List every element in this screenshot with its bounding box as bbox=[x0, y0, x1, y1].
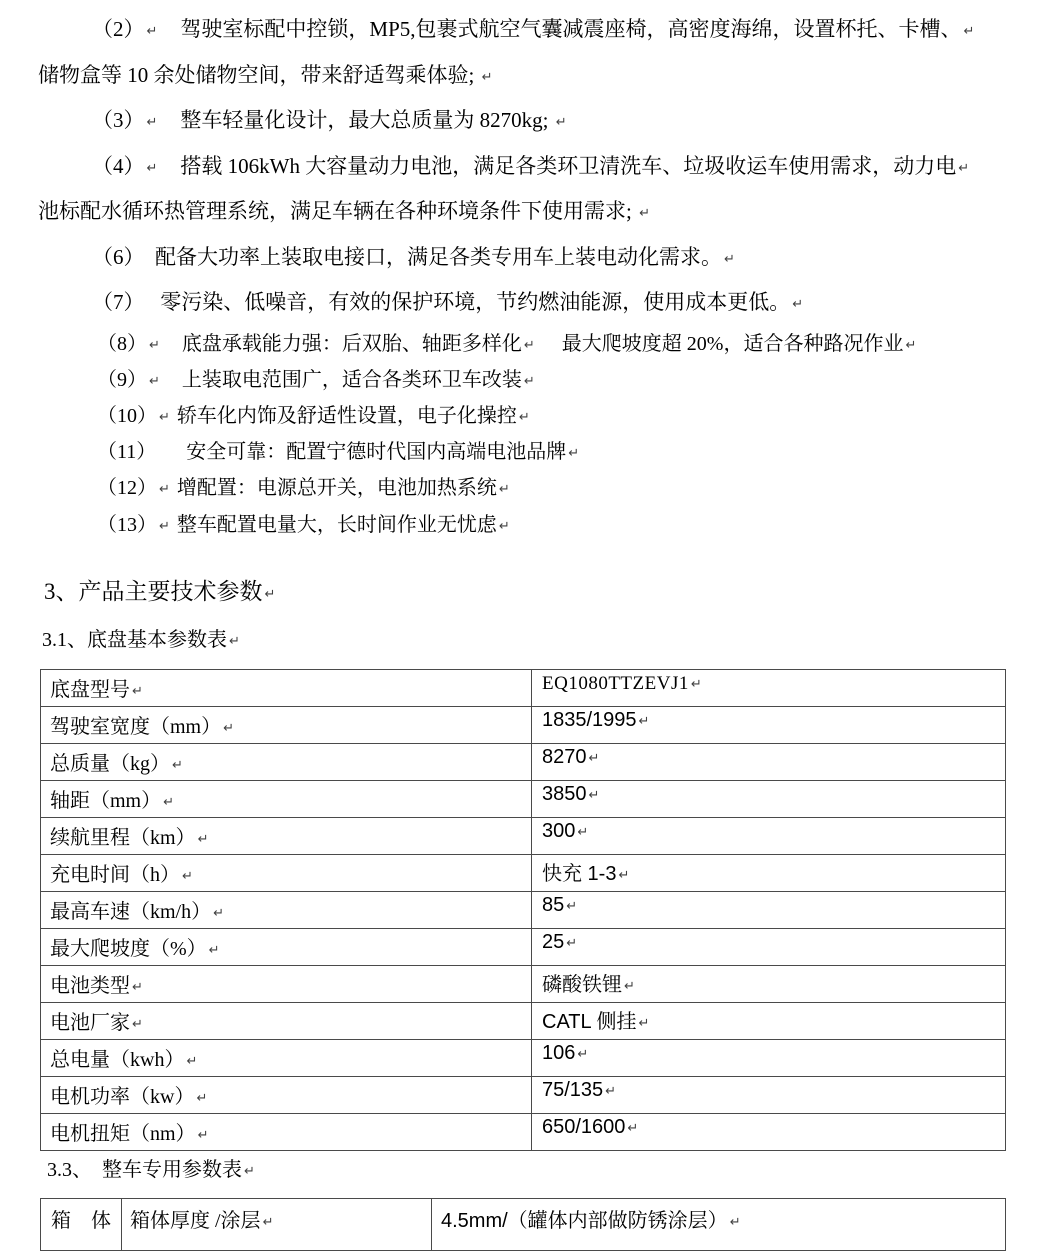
param-label-cell bbox=[41, 928, 532, 965]
param-label-cell bbox=[41, 706, 532, 743]
item-text: 安全可靠：配置宁德时代国内高端电池品牌 bbox=[146, 441, 567, 464]
param-label: 总质量（kg） bbox=[50, 753, 170, 776]
table-row bbox=[41, 1113, 1006, 1150]
line-break-mark-icon: ↵ bbox=[498, 518, 510, 534]
list-item-2 bbox=[38, 8, 1014, 54]
line-break-mark-icon: ↵ bbox=[146, 115, 158, 130]
param-value-cell bbox=[532, 743, 1006, 780]
item-text: 零污染、低噪音，有效的保护环境，节约燃油能源，使用成本更低。 bbox=[134, 290, 791, 314]
line-break-mark-icon: ↵ bbox=[523, 373, 535, 389]
table-row bbox=[41, 743, 1006, 780]
param-value-cell bbox=[532, 706, 1006, 743]
param-label-cell bbox=[41, 965, 532, 1002]
table-row bbox=[41, 780, 1006, 817]
param-label-cell bbox=[41, 817, 532, 854]
line-break-mark-icon: ↵ bbox=[172, 758, 183, 774]
item-text: 池标配水循环热管理系统，满足车辆在各种环境条件下使用需求; bbox=[38, 199, 638, 223]
table-row bbox=[41, 817, 1006, 854]
list-item-12 bbox=[38, 471, 1014, 507]
line-break-mark-icon: ↵ bbox=[132, 980, 143, 996]
item-number: （9） bbox=[97, 368, 147, 391]
line-break-mark-icon: ↵ bbox=[149, 337, 160, 353]
param-label: 箱体厚度 /涂层 bbox=[130, 1209, 261, 1232]
line-break-mark-icon: ↵ bbox=[729, 1214, 741, 1230]
param-label: 电池类型 bbox=[50, 975, 130, 998]
item-number: （10） bbox=[97, 404, 157, 427]
line-break-mark-icon: ↵ bbox=[244, 1163, 255, 1179]
param-label-cell bbox=[41, 780, 532, 817]
line-break-mark-icon: ↵ bbox=[624, 978, 635, 994]
category-cell bbox=[41, 1198, 122, 1250]
list-item-2-continuation bbox=[38, 54, 1014, 100]
item-text: 储物盒等 10 余处储物空间，带来舒适驾乘体验; bbox=[38, 62, 480, 87]
line-break-mark-icon: ↵ bbox=[159, 518, 170, 534]
line-break-mark-icon: ↵ bbox=[197, 1128, 209, 1144]
param-label: 最高车速（km/h） bbox=[50, 901, 212, 924]
line-break-mark-icon: ↵ bbox=[905, 337, 917, 353]
line-break-mark-icon: ↵ bbox=[577, 1046, 589, 1062]
line-break-mark-icon: ↵ bbox=[958, 160, 970, 176]
line-break-mark-icon: ↵ bbox=[566, 935, 578, 951]
line-break-mark-icon: ↵ bbox=[792, 297, 804, 312]
param-value-cell bbox=[432, 1198, 1006, 1250]
param-value: 1835/1995 bbox=[542, 708, 637, 731]
table-row bbox=[41, 928, 1006, 965]
subsection-heading-33 bbox=[47, 1155, 1014, 1187]
param-label-cell bbox=[41, 1076, 532, 1113]
param-value: 磷酸铁锂 bbox=[542, 973, 622, 996]
item-text: 整车配置电量大，长时间作业无忧虑 bbox=[171, 513, 497, 536]
chassis-params-table bbox=[40, 669, 1006, 1151]
item-text: 上装取电范围广，适合各类环卫车改装 bbox=[161, 368, 522, 391]
table-row bbox=[41, 1039, 1006, 1076]
line-break-mark-icon: ↵ bbox=[132, 684, 143, 700]
param-value-cell bbox=[532, 928, 1006, 965]
section-heading-text: 3、产品主要技术参数 bbox=[44, 578, 263, 604]
line-break-mark-icon: ↵ bbox=[223, 721, 235, 737]
param-label: 轴距（mm） bbox=[50, 790, 162, 813]
param-value-cell bbox=[532, 1076, 1006, 1113]
param-value: 75/135 bbox=[542, 1078, 604, 1101]
line-break-mark-icon: ↵ bbox=[588, 750, 600, 766]
line-break-mark-icon: ↵ bbox=[186, 1054, 198, 1070]
item-text: 配备大功率上装取电接口，满足各类专用车上装电动化需求。 bbox=[134, 244, 722, 269]
param-value: 3850 bbox=[542, 782, 587, 805]
item-text: 整车轻量化设计，最大总质量为 8270kg; bbox=[159, 108, 554, 132]
param-value: 650/1600 bbox=[542, 1115, 626, 1138]
line-break-mark-icon: ↵ bbox=[197, 832, 209, 848]
table-row bbox=[41, 891, 1006, 928]
item-text: 轿车化内饰及舒适性设置，电子化操控 bbox=[171, 404, 517, 427]
param-label: 续航里程（km） bbox=[50, 827, 196, 850]
line-break-mark-icon: ↵ bbox=[146, 24, 158, 39]
line-break-mark-icon: ↵ bbox=[577, 824, 589, 840]
item-number: （8） bbox=[97, 332, 147, 355]
item-text: 驾驶室标配中控锁，MP5,包裹式航空气囊减震座椅，高密度海绵，设置杯托、卡槽、 bbox=[159, 17, 962, 41]
param-label: 电池厂家 bbox=[50, 1012, 130, 1035]
param-value: 8270 bbox=[542, 745, 587, 768]
param-value-cell bbox=[532, 965, 1006, 1002]
item-text: 增配置：电源总开关，电池加热系统 bbox=[171, 477, 497, 500]
line-break-mark-icon: ↵ bbox=[213, 906, 225, 922]
param-value-cell bbox=[532, 854, 1006, 891]
param-value-cell bbox=[532, 817, 1006, 854]
table-row bbox=[41, 1002, 1006, 1039]
param-value: 85 bbox=[542, 893, 565, 916]
subsection-heading-31 bbox=[42, 625, 1014, 657]
item-number: （4） bbox=[92, 153, 145, 178]
item-number: （6） bbox=[92, 244, 134, 269]
line-break-mark-icon: ↵ bbox=[690, 676, 702, 692]
param-value-cell bbox=[532, 1113, 1006, 1150]
param-value-cell bbox=[532, 1039, 1006, 1076]
param-label-cell bbox=[41, 669, 532, 706]
line-break-mark-icon: ↵ bbox=[639, 206, 650, 221]
item-number: （3） bbox=[92, 108, 145, 132]
list-item-8 bbox=[38, 327, 1014, 363]
line-break-mark-icon: ↵ bbox=[588, 787, 600, 803]
list-item-3 bbox=[38, 99, 1014, 145]
param-label: 底盘型号 bbox=[50, 679, 130, 702]
param-value: 4.5mm/（罐体内部做防锈涂层） bbox=[441, 1209, 728, 1232]
list-item-6 bbox=[38, 236, 1014, 282]
line-break-mark-icon: ↵ bbox=[618, 867, 630, 883]
list-item-4-continuation bbox=[38, 190, 1014, 236]
param-value: CATL 侧挂 bbox=[542, 1010, 637, 1033]
line-break-mark-icon: ↵ bbox=[163, 795, 175, 811]
table-row bbox=[41, 1198, 1006, 1250]
line-break-mark-icon: ↵ bbox=[159, 409, 170, 425]
list-item-11 bbox=[38, 435, 1014, 471]
param-label-cell bbox=[41, 743, 532, 780]
line-break-mark-icon: ↵ bbox=[149, 373, 160, 389]
line-break-mark-icon: ↵ bbox=[523, 337, 535, 353]
line-break-mark-icon: ↵ bbox=[264, 586, 276, 602]
item-text: 搭载 106kWh 大容量动力电池，满足各类环卫清洗车、垃圾收运车使用需求，动力电 bbox=[159, 153, 957, 178]
table-row bbox=[41, 706, 1006, 743]
list-item-7 bbox=[38, 281, 1014, 327]
item-number: （13） bbox=[97, 513, 157, 536]
line-break-mark-icon: ↵ bbox=[208, 943, 220, 959]
list-item-9 bbox=[38, 363, 1014, 399]
param-label: 最大爬坡度（%） bbox=[50, 938, 207, 961]
item-number: （7） bbox=[92, 290, 134, 314]
param-value: 25 bbox=[542, 930, 565, 953]
list-item-4 bbox=[38, 145, 1014, 191]
section-heading bbox=[44, 576, 1014, 611]
param-value: 106 bbox=[542, 1041, 576, 1064]
table-row bbox=[41, 965, 1006, 1002]
line-break-mark-icon: ↵ bbox=[518, 409, 530, 425]
line-break-mark-icon: ↵ bbox=[605, 1083, 617, 1099]
param-value: 300 bbox=[542, 819, 576, 842]
line-break-mark-icon: ↵ bbox=[159, 482, 170, 498]
list-item-10 bbox=[38, 399, 1014, 435]
line-break-mark-icon: ↵ bbox=[638, 1015, 650, 1031]
param-label: 充电时间（h） bbox=[50, 864, 180, 887]
line-break-mark-icon: ↵ bbox=[566, 898, 578, 914]
table-row bbox=[41, 669, 1006, 706]
line-break-mark-icon: ↵ bbox=[182, 869, 193, 885]
param-value-cell bbox=[532, 1002, 1006, 1039]
param-label: 电机扭矩（nm） bbox=[50, 1123, 196, 1146]
param-value-cell bbox=[532, 891, 1006, 928]
item-text: 最大爬坡度超 20%，适合各种路况作业 bbox=[536, 332, 904, 355]
line-break-mark-icon: ↵ bbox=[498, 482, 510, 498]
line-break-mark-icon: ↵ bbox=[638, 713, 650, 729]
line-break-mark-icon: ↵ bbox=[262, 1214, 274, 1230]
param-label: 驾驶室宽度（mm） bbox=[50, 716, 222, 739]
item-number: （2） bbox=[92, 17, 145, 41]
param-label: 电机功率（kw） bbox=[50, 1086, 195, 1109]
param-label-cell bbox=[41, 854, 532, 891]
param-value: 快充 1-3 bbox=[542, 862, 617, 885]
param-label-cell bbox=[41, 1113, 532, 1150]
param-label-cell bbox=[41, 891, 532, 928]
line-break-mark-icon: ↵ bbox=[229, 633, 240, 649]
param-value-cell bbox=[532, 780, 1006, 817]
item-number: （11） bbox=[97, 441, 147, 464]
line-break-mark-icon: ↵ bbox=[146, 160, 158, 176]
category-label: 箱 体 bbox=[51, 1209, 111, 1232]
param-label-cell bbox=[41, 1002, 532, 1039]
line-break-mark-icon: ↵ bbox=[627, 1120, 639, 1136]
line-break-mark-icon: ↵ bbox=[568, 446, 580, 462]
line-break-mark-icon: ↵ bbox=[132, 1017, 143, 1033]
line-break-mark-icon: ↵ bbox=[196, 1091, 208, 1107]
item-number: （12） bbox=[97, 477, 157, 500]
param-value: EQ1080TTZEVJ1 bbox=[542, 672, 689, 694]
param-value-cell bbox=[532, 669, 1006, 706]
special-params-table bbox=[40, 1198, 1006, 1251]
table-row bbox=[41, 854, 1006, 891]
param-label: 总电量（kwh） bbox=[50, 1049, 185, 1072]
item-text: 底盘承载能力强：后双胎、轴距多样化 bbox=[161, 332, 522, 355]
list-item-13 bbox=[38, 508, 1014, 544]
subsection-heading-text: 3.3、 整车专用参数表 bbox=[47, 1158, 242, 1181]
line-break-mark-icon: ↵ bbox=[724, 251, 735, 267]
subsection-heading-text: 3.1、底盘基本参数表 bbox=[42, 628, 227, 651]
line-break-mark-icon: ↵ bbox=[963, 24, 975, 39]
table-row bbox=[41, 1076, 1006, 1113]
param-label-cell bbox=[41, 1039, 532, 1076]
line-break-mark-icon: ↵ bbox=[555, 115, 567, 130]
line-break-mark-icon: ↵ bbox=[481, 69, 493, 85]
param-label-cell bbox=[122, 1198, 432, 1250]
